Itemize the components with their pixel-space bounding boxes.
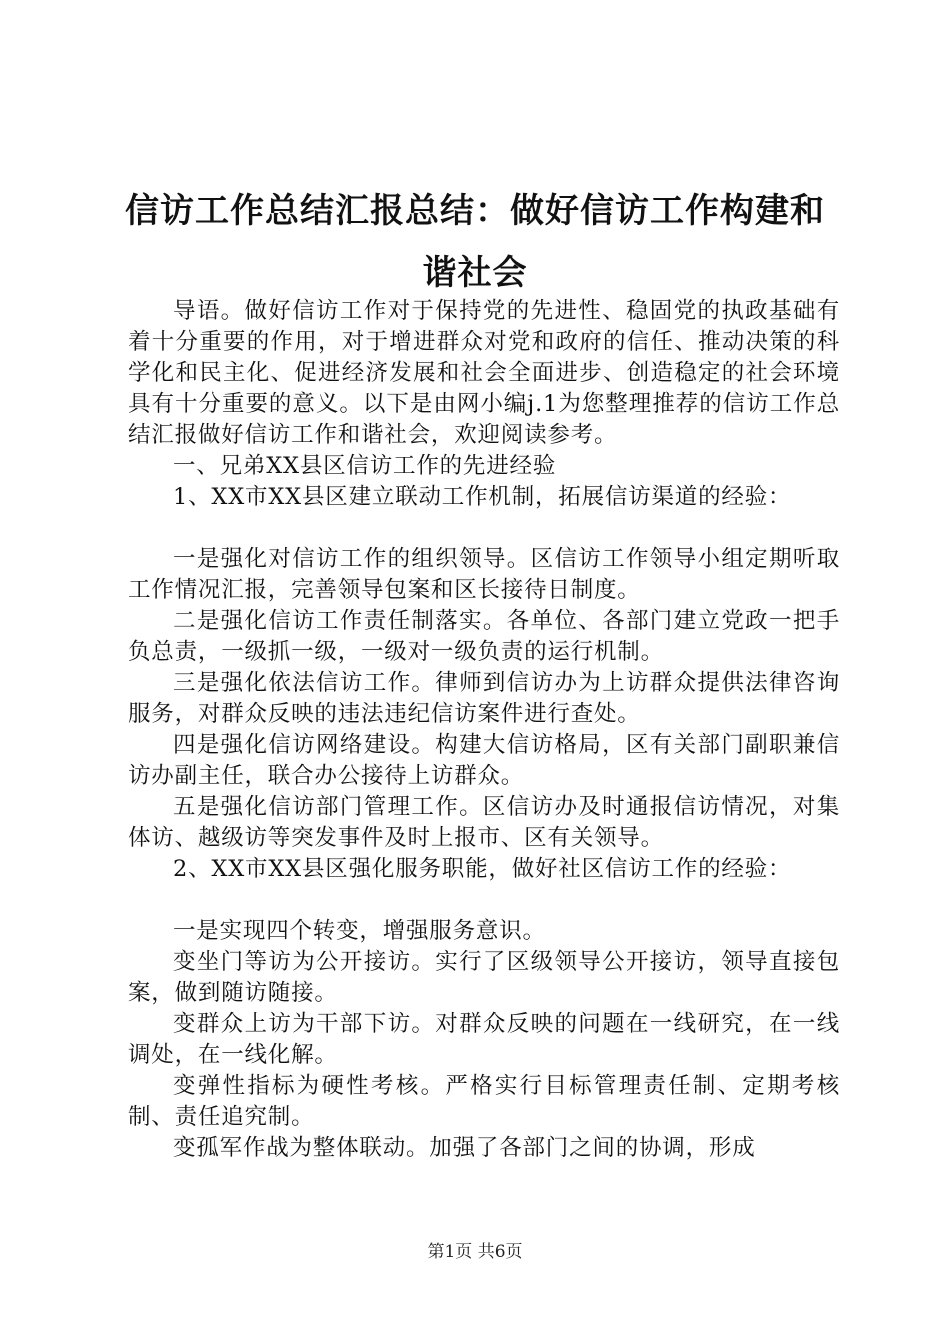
paragraph-item-5: 五是强化信访部门管理工作。区信访办及时通报信访情况，对集体访、越级访等突发事件及时上报市、区有关领导。 [128,794,840,851]
paragraph-item-9: 变弹性指标为硬性考核。严格实行目标管理责任制、定期考核制、责任追究制。 [128,1073,840,1130]
section-heading-1: 一、兄弟XX县区信访工作的先进经验 [173,453,557,479]
paragraph-item-1: 一是强化对信访工作的组织领导。区信访工作领导小组定期听取工作情况汇报，完善领导包案和区长接待日制度。 [128,546,840,603]
intro-paragraph: 导语。做好信访工作对于保持党的先进性、稳固党的执政基础有着十分重要的作用，对于增进群众对党和政府的信任、推动决策的科学化和民主化、促进经济发展和社会全面进步、创造稳定的社会环境具有十分重要的意义。以下是由网小编j.1为您整理推荐的信访工作总结汇报做好信访工作和谐社会，欢迎阅读参考。 [128,298,840,448]
paragraph-item-4: 四是强化信访网络建设。构建大信访格局，区有关部门副职兼信访办副主任，联合办公接待上访群众。 [128,732,840,789]
paragraph-item-6: 一是实现四个转变，增强服务意识。 [173,918,546,944]
paragraph-item-2: 二是强化信访工作责任制落实。各单位、各部门建立党政一把手负总责，一级抓一级，一级对一级负责的运行机制。 [128,608,840,665]
subsection-heading-1: 1、XX市XX县区建立联动工作机制，拓展信访渠道的经验： [173,484,792,510]
paragraph-item-8: 变群众上访为干部下访。对群众反映的问题在一线研究，在一线调处，在一线化解。 [128,1011,840,1068]
paragraph-item-3: 三是强化依法信访工作。律师到信访办为上访群众提供法律咨询服务，对群众反映的违法违纪信访案件进行查处。 [128,670,840,727]
subsection-heading-2: 2、XX市XX县区强化服务职能，做好社区信访工作的经验： [173,856,792,882]
paragraph-item-7: 变坐门等访为公开接访。实行了区级领导公开接访，领导直接包案，做到随访随接。 [128,949,840,1006]
page-title: 信访工作总结汇报总结：做好信访工作构建和谐社会 [125,191,825,293]
document-body [128,296,840,1164]
page-number-footer: 第1页 共6页 [427,1242,523,1262]
paragraph-item-10: 变孤军作战为整体联动。加强了各部门之间的协调，形成 [173,1135,756,1161]
